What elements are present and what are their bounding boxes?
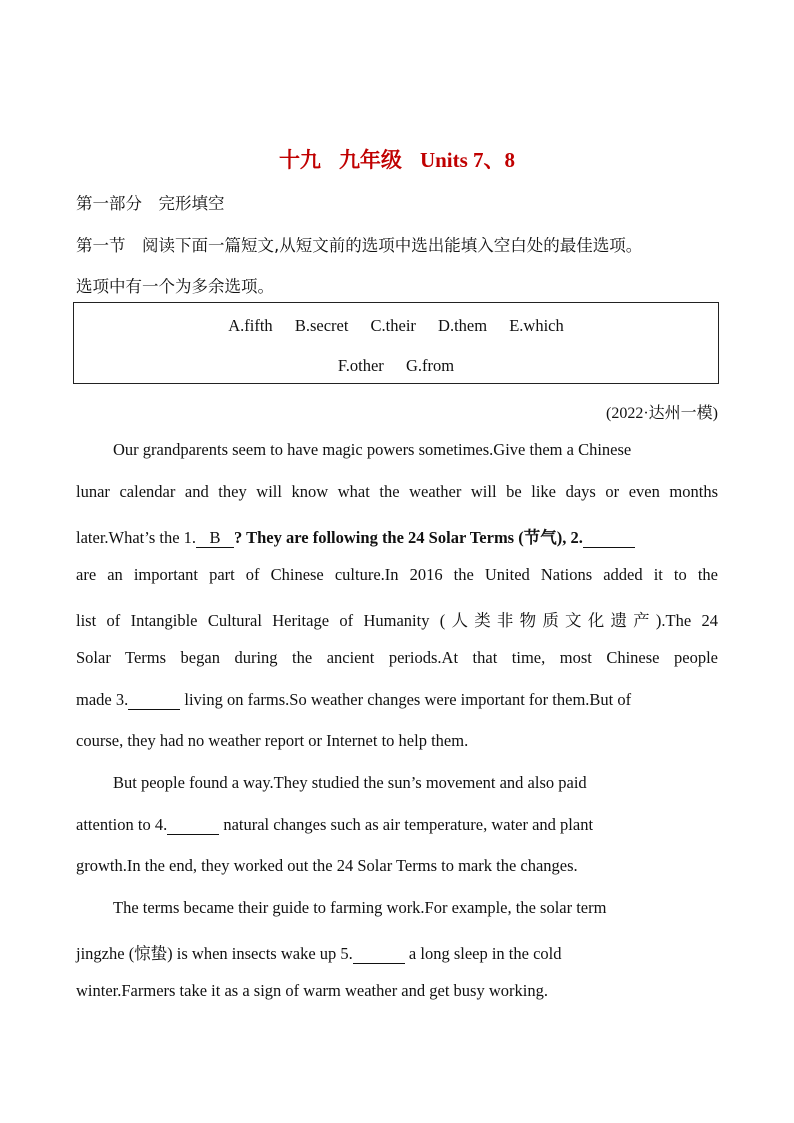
options-row-2 (74, 356, 718, 376)
passage-line: Our grandparents seem to have magic powers sometimes.Give them a Chinese (113, 440, 632, 459)
title-units: Units 7、8 (419, 148, 516, 172)
passage-line: Solar Terms began during the ancient periods.At that time, most Chinese people (76, 648, 718, 667)
blank-4 (167, 817, 219, 835)
passage-line (76, 690, 718, 710)
blank-1: B (196, 530, 234, 548)
source-note: (2022·达州一模) (606, 405, 718, 422)
title-grade: 九年级 (338, 148, 402, 172)
passage-text: made 3. (76, 690, 129, 709)
passage-text: later.What’s the 1. (76, 528, 197, 547)
section-heading: 第一部分 完形填空 (76, 194, 225, 213)
option-a: A.fifth (228, 316, 273, 335)
passage-line: winter.Farmers take it as a sign of warm weather and get busy working. (76, 981, 548, 1000)
passage-line (76, 940, 718, 964)
passage-line: The terms became their guide to farming work.For example, the solar term (113, 898, 607, 917)
passage-text: living on farms.So weather changes were important for them.But of (180, 690, 632, 709)
option-g: G.from (405, 356, 455, 375)
option-d: D.them (438, 316, 488, 335)
blank-3 (128, 692, 180, 710)
passage-text: a long sleep in the cold (404, 944, 562, 963)
instruction-line-1: 第一节 阅读下面一篇短文,从短文前的选项中选出能填入空白处的最佳选项。 (76, 236, 643, 255)
page-title (0, 144, 794, 174)
passage-line: course, they had no weather report or Internet to help them. (76, 731, 469, 750)
option-f: F.other (337, 356, 384, 375)
passage-line: lunar calendar and they will know what the weather will be like days or even months (76, 482, 718, 501)
passage-line: are an important part of Chinese culture.In 2016 the United Nations added it to the (76, 565, 718, 584)
passage-line: growth.In the end, they worked out the 24 Solar Terms to mark the changes. (76, 856, 578, 875)
title-number: 十九 (278, 148, 321, 172)
option-c: C.their (370, 316, 416, 335)
passage-text: jingzhe (惊蛰) is when insects wake up 5. (76, 944, 353, 963)
instruction-line-2: 选项中有一个为多余选项。 (76, 277, 274, 296)
options-box (73, 302, 719, 384)
passage-text: ? They are following the 24 Solar Terms (节气), 2. (234, 528, 583, 547)
passage-line (76, 815, 718, 835)
passage-line: But people found a way.They studied the sun’s movement and also paid (113, 773, 587, 792)
passage-line: list of Intangible Cultural Heritage of Humanity (人类非物质文化遗产).The 24 (76, 611, 718, 630)
blank-2 (583, 530, 635, 548)
passage-text: natural changes such as air temperature, water and plant (219, 815, 594, 834)
blank-5 (353, 946, 405, 964)
option-e: E.which (509, 316, 564, 335)
options-row-1 (74, 316, 718, 336)
option-b: B.secret (294, 316, 349, 335)
passage-text: attention to 4. (76, 815, 168, 834)
passage-line (76, 524, 718, 548)
